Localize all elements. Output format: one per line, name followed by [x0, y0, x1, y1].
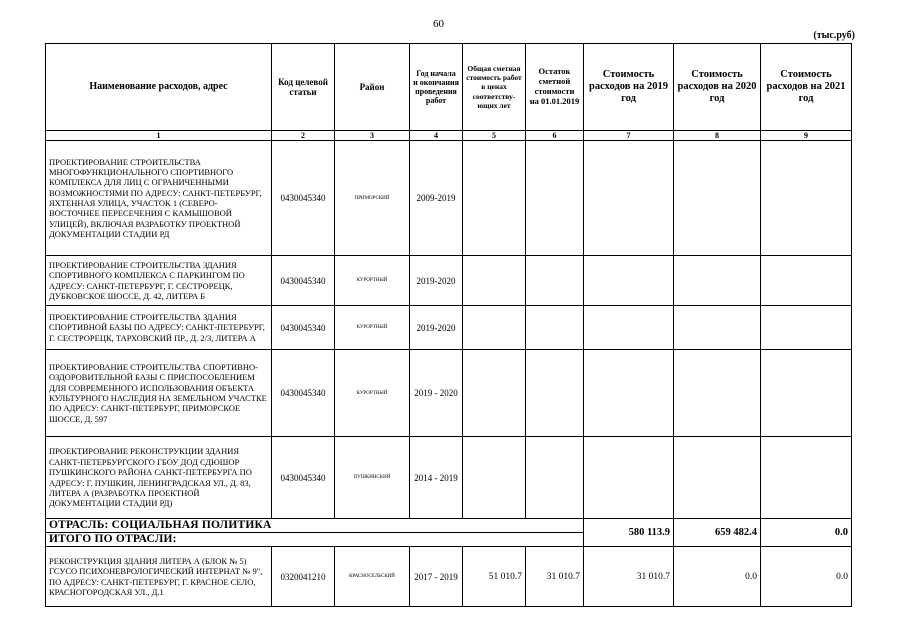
unit-label: (тыс.руб) [813, 30, 855, 41]
table-row [46, 256, 852, 306]
row-years: 2019-2020 [410, 306, 463, 350]
total-label: ИТОГО ПО ОТРАСЛИ: [46, 533, 272, 547]
row-name: РЕКОНСТРУКЦИЯ ЗДАНИЯ ЛИТЕРА А (БЛОК № 5) ГСУСО ПСИХОНЕВРОЛОГИЧЕСКИЙ ИНТЕРНАТ № 9", ПО АДРЕСУ: САНКТ-ПЕТЕРБУРГ, Г. КРАСНОЕ СЕЛО, КРАСНОГОРОДСКАЯ УЛ., Д.1 [46, 547, 272, 607]
column-number: 9 [761, 131, 852, 141]
row-code: 0320041210 [272, 547, 335, 607]
sector-row [46, 519, 852, 533]
total-2020: 659 482.4 [674, 519, 761, 547]
table-row [46, 141, 852, 256]
row-code: 0430045340 [272, 350, 335, 437]
row-code: 0430045340 [272, 306, 335, 350]
row-years: 2019-2020 [410, 256, 463, 306]
row-total-cost: 51 010.7 [463, 547, 526, 607]
row-years: 2019 - 2020 [410, 350, 463, 437]
table-row [46, 437, 852, 519]
header-district: Район [335, 44, 410, 131]
column-number: 7 [584, 131, 674, 141]
budget-table [45, 43, 852, 607]
row-years: 2009-2019 [410, 141, 463, 256]
column-number: 5 [463, 131, 526, 141]
header-2021: Стоимость расходов на 2021 год [761, 44, 852, 131]
row-remaining: 31 010.7 [526, 547, 584, 607]
table-row [46, 547, 852, 607]
column-number: 6 [526, 131, 584, 141]
column-number: 1 [46, 131, 272, 141]
row-name: ПРОЕКТИРОВАНИЕ СТРОИТЕЛЬСТВА ЗДАНИЯ СПОРТИВНОЙ БАЗЫ ПО АДРЕСУ: САНКТ-ПЕТЕРБУРГ, Г. СЕСТРОРЕЦК, ТАРХОВСКИЙ ПР., Д. 2/3, ЛИТЕРА А [46, 306, 272, 350]
row-district: КУРОРТНЫЙ [335, 306, 410, 350]
column-number: 3 [335, 131, 410, 141]
row-district: КРАСНОСЕЛЬСКИЙ [335, 547, 410, 607]
header-years: Год начала и окончания проведения работ [410, 44, 463, 131]
column-numbers-row [46, 131, 852, 141]
header-name: Наименование расходов, адрес [46, 44, 272, 131]
header-code: Код целевой статьи [272, 44, 335, 131]
table-row [46, 350, 852, 437]
header-2020: Стоимость расходов на 2020 год [674, 44, 761, 131]
row-code: 0430045340 [272, 256, 335, 306]
row-district: КУРОРТНЫЙ [335, 350, 410, 437]
column-number: 2 [272, 131, 335, 141]
row-name: ПРОЕКТИРОВАНИЕ СТРОИТЕЛЬСТВА СПОРТИВНО-ОЗДОРОВИТЕЛЬНОЙ БАЗЫ С ПРИСПОСОБЛЕНИЕМ ДЛЯ СОВРЕМЕННОГО ИСПОЛЬЗОВАНИЯ ОБЪЕКТА КУЛЬТУРНОГО НАСЛЕДИЯ НА ЗЕМЕЛЬНОМ УЧАСТКЕ ПО АДРЕСУ: САНКТ-ПЕТЕРБУРГ, ПРИМОРСКОЕ ШОССЕ, Д. 597 [46, 350, 272, 437]
total-2019: 580 113.9 [584, 519, 674, 547]
page-number: 60 [433, 18, 444, 30]
row-name: ПРОЕКТИРОВАНИЕ СТРОИТЕЛЬСТВА МНОГОФУНКЦИОНАЛЬНОГО СПОРТИВНОГО КОМПЛЕКСА ДЛЯ ЛИЦ С ОГРАНИЧЕННЫМИ ВОЗМОЖНОСТЯМИ ПО АДРЕСУ: САНКТ-ПЕТЕРБУРГ, ЯХТЕННАЯ УЛИЦА, УЧАСТОК 1 (СЕВЕРО-ВОСТОЧНЕЕ ПЕРЕСЕЧЕНИЯ С КАМЫШОВОЙ УЛИЦЕЙ), ВКЛЮЧАЯ РАЗРАБОТКУ ПРОЕКТНОЙ ДОКУМЕНТАЦИИ СТАДИИ РД [46, 141, 272, 256]
header-total-cost: Общая сметная стоимость работ в ценах соответству-ющих лет [463, 44, 526, 131]
sector-label: ОТРАСЛЬ: СОЦИАЛЬНАЯ ПОЛИТИКА [46, 519, 272, 533]
row-name: ПРОЕКТИРОВАНИЕ РЕКОНСТРУКЦИИ ЗДАНИЯ САНКТ-ПЕТЕРБУРГСКОГО ГБОУ ДОД СДЮШОР ПУШКИНСКОГО РАЙОНА САНКТ-ПЕТЕРБУРГА ПО АДРЕСУ: Г. ПУШКИН, ЛЕНИНГРАДСКАЯ УЛ., Д. 83, ЛИТЕРА А (РАЗРАБОТКА ПРОЕКТНОЙ ДОКУМЕНТАЦИИ СТАДИИ РД) [46, 437, 272, 519]
row-2021: 0.0 [761, 547, 852, 607]
header-row [46, 44, 852, 131]
row-years: 2017 - 2019 [410, 547, 463, 607]
row-2019: 31 010.7 [584, 547, 674, 607]
row-code: 0430045340 [272, 141, 335, 256]
row-name: ПРОЕКТИРОВАНИЕ СТРОИТЕЛЬСТВА ЗДАНИЯ СПОРТИВНОГО КОМПЛЕКСА С ПАРКИНГОМ ПО АДРЕСУ: САНКТ-ПЕТЕРБУРГ, Г. СЕСТРОРЕЦК, ДУБКОВСКОЕ ШОССЕ, Д. 42, ЛИТЕРА Б [46, 256, 272, 306]
row-district: КУРОРТНЫЙ [335, 256, 410, 306]
row-district: ПРИМОРСКИЙ [335, 141, 410, 256]
column-number: 4 [410, 131, 463, 141]
row-2020: 0.0 [674, 547, 761, 607]
row-district: ПУШКИНСКИЙ [335, 437, 410, 519]
row-years: 2014 - 2019 [410, 437, 463, 519]
row-code: 0430045340 [272, 437, 335, 519]
table-row [46, 306, 852, 350]
header-remaining: Остаток сметной стоимости на 01.01.2019 [526, 44, 584, 131]
column-number: 8 [674, 131, 761, 141]
header-2019: Стоимость расходов на 2019 год [584, 44, 674, 131]
total-2021: 0.0 [761, 519, 852, 547]
